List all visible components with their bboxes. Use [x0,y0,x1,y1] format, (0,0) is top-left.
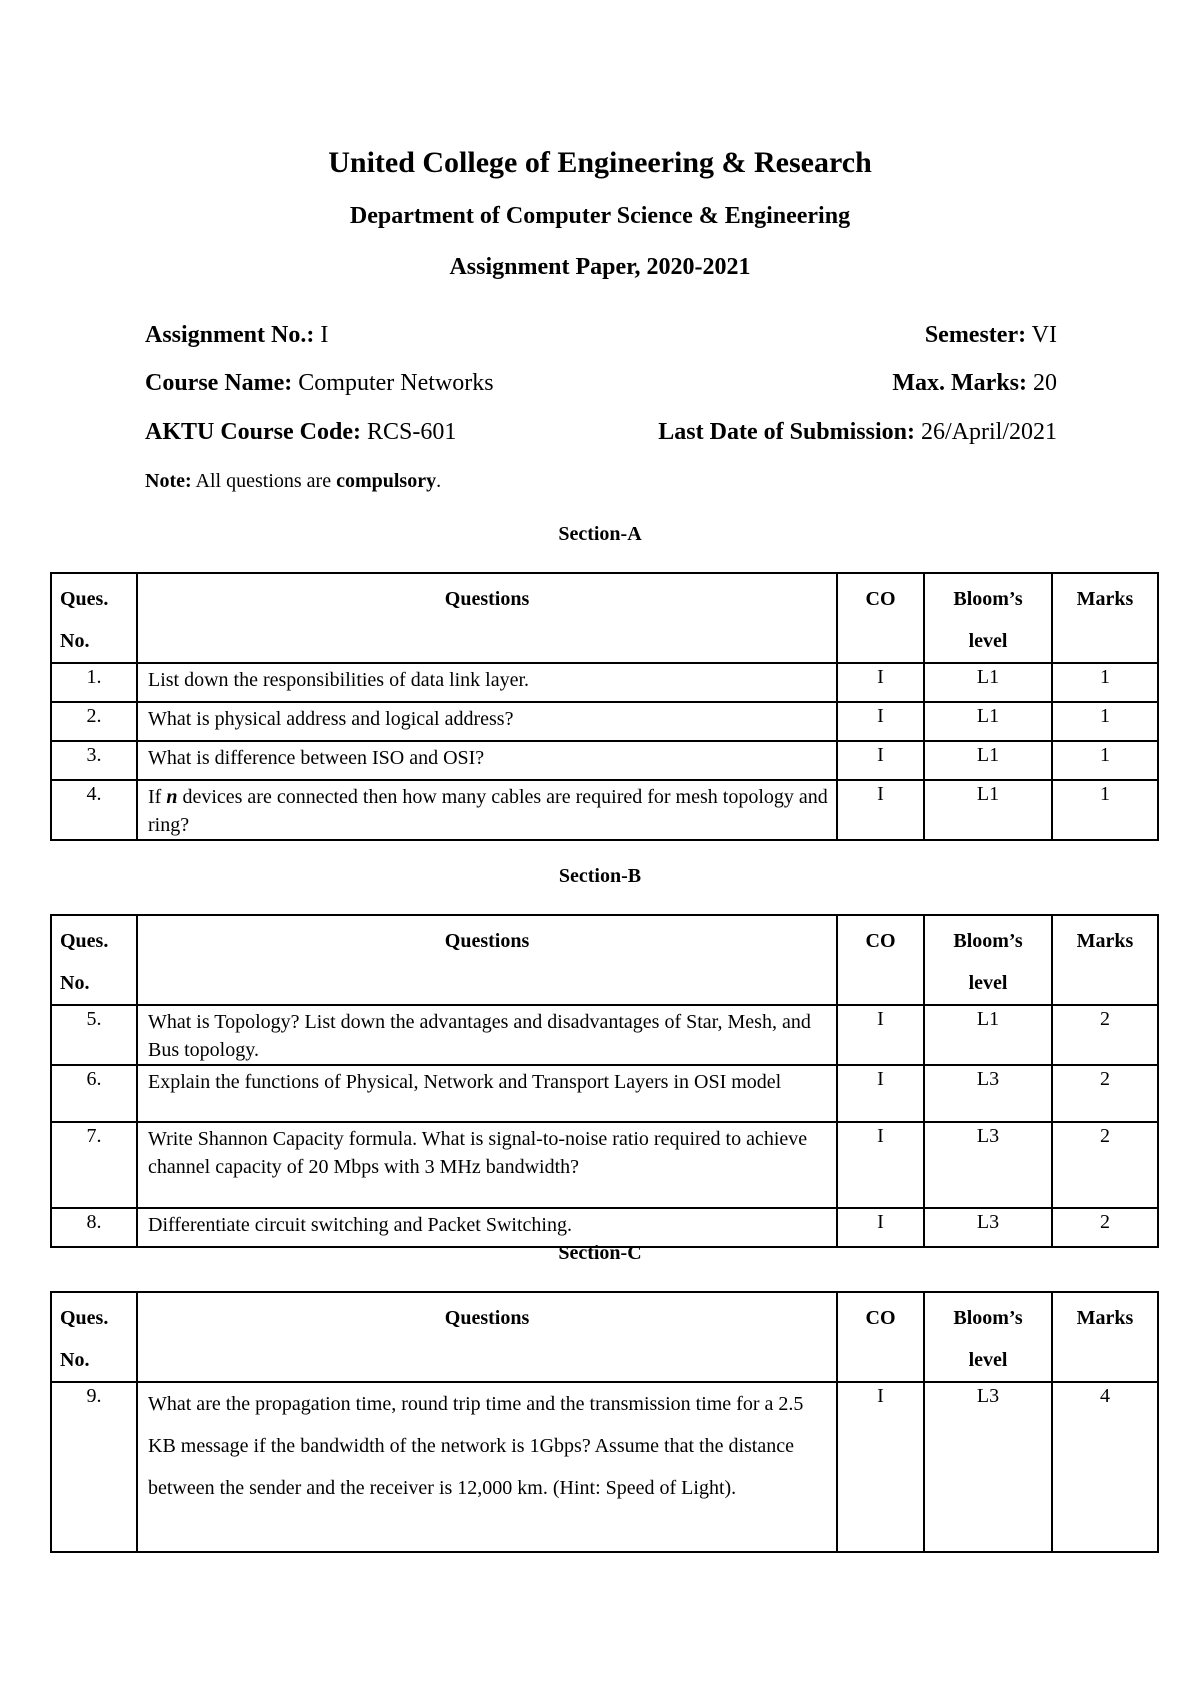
co-value: I [837,1208,924,1247]
marks-value: 1 [1052,741,1158,780]
marks-value: 1 [1052,663,1158,702]
table-header-row [51,1292,1158,1382]
note [145,470,441,493]
table-row [51,1122,1158,1208]
section-c-table [50,1291,1159,1553]
code-label: AKTU Course Code: [145,419,361,445]
ques-no-header: Ques. No. [51,1292,137,1382]
bloom-level-header: Bloom’s level [924,1292,1052,1382]
marks-value: 2 [1052,1208,1158,1247]
bloom-level: L3 [924,1382,1052,1552]
ques-no-header: Ques. No. [51,573,137,663]
section-b-title: Section-B [558,865,642,887]
table-row [51,1065,1158,1122]
semester-label: Semester: [924,322,1027,348]
questions-header: Questions [137,915,837,1005]
date-value: 26/April/2021 [921,419,1057,445]
table-row [51,663,1158,702]
note-period: . [436,470,442,492]
question-text: What is difference between ISO and OSI? [137,741,837,780]
co-value: I [837,1065,924,1122]
paper-title: Assignment Paper, 2020-2021 [449,254,751,280]
marks-value: 2 [1052,1065,1158,1122]
bloom-level-header: Bloom’s level [924,573,1052,663]
bloom-level-header: Bloom’s level [924,915,1052,1005]
co-value: I [837,1005,924,1065]
table-row [51,1382,1158,1552]
marks-label: Max. Marks: [892,370,1027,396]
co-value: I [837,663,924,702]
table-row [51,702,1158,741]
question-number: 3. [51,741,137,780]
bloom-level: L3 [924,1122,1052,1208]
question-number: 5. [51,1005,137,1065]
assignment-number [145,322,328,349]
questions-header: Questions [137,573,837,663]
question-number: 4. [51,780,137,840]
question-text: Differentiate circuit switching and Packet Switching. [137,1208,837,1247]
marks-value: 2 [1052,1005,1158,1065]
table-row [51,741,1158,780]
section-c-title: Section-C [558,1242,642,1264]
co-value: I [837,1122,924,1208]
semester [925,322,1057,349]
co-value: I [837,741,924,780]
co-value: I [837,1382,924,1552]
date-label: Last Date of Submission: [658,419,915,445]
questions-header: Questions [137,1292,837,1382]
question-text: What is physical address and logical address? [137,702,837,741]
college-title: United College of Engineering & Research [328,146,872,179]
bloom-level: L1 [924,702,1052,741]
ques-no-header: Ques. No. [51,915,137,1005]
co-value: I [837,702,924,741]
question-text: What are the propagation time, round trip time and the transmission time for a 2.5 KB message if the bandwidth of the network is 1Gbps? Assume that the distance between the sender and the receiver is 12,000 km. (Hint: Speed of Light). [137,1382,837,1552]
section-a-title: Section-A [558,523,642,545]
max-marks [892,370,1057,397]
question-number: 6. [51,1065,137,1122]
marks-value: 1 [1052,702,1158,741]
question-number: 9. [51,1382,137,1552]
marks-header: Marks [1052,1292,1158,1382]
marks-header: Marks [1052,573,1158,663]
note-label: Note: [145,470,192,492]
marks-header: Marks [1052,915,1158,1005]
course-code [145,419,456,446]
bloom-level: L1 [924,1005,1052,1065]
bloom-level: L1 [924,663,1052,702]
question-text: Explain the functions of Physical, Network and Transport Layers in OSI model [137,1065,837,1122]
assignment-label: Assignment No.: [145,322,315,348]
table-row [51,1005,1158,1065]
marks-value: 2 [1052,1122,1158,1208]
question-text: If n devices are connected then how many cables are required for mesh topology and ring? [137,780,837,840]
question-text: List down the responsibilities of data link layer. [137,663,837,702]
assignment-value: I [320,322,329,348]
table-header-row [51,573,1158,663]
question-number: 8. [51,1208,137,1247]
question-number: 1. [51,663,137,702]
question-number: 2. [51,702,137,741]
department-title: Department of Computer Science & Engineering [349,203,851,229]
table-row [51,780,1158,840]
question-text: Write Shannon Capacity formula. What is signal-to-noise ratio required to achieve channel capacity of 20 Mbps with 3 MHz bandwidth? [137,1122,837,1208]
bloom-level: L3 [924,1208,1052,1247]
marks-value: 1 [1052,780,1158,840]
marks-value: 20 [1033,370,1057,396]
co-header: CO [837,573,924,663]
note-emphasis: compulsory [336,470,437,492]
bloom-level: L1 [924,741,1052,780]
co-header: CO [837,915,924,1005]
table-header-row [51,915,1158,1005]
course-label: Course Name: [145,370,293,396]
code-value: RCS-601 [367,419,457,445]
note-text: All questions are [195,470,332,492]
course-name [145,370,494,397]
bloom-level: L1 [924,780,1052,840]
question-number: 7. [51,1122,137,1208]
co-header: CO [837,1292,924,1382]
submission-date [658,419,1057,446]
marks-value: 4 [1052,1382,1158,1552]
question-text: What is Topology? List down the advantages and disadvantages of Star, Mesh, and Bus topology. [137,1005,837,1065]
section-a-table [50,572,1159,841]
course-value: Computer Networks [298,370,494,396]
section-b-table [50,914,1159,1248]
co-value: I [837,780,924,840]
bloom-level: L3 [924,1065,1052,1122]
semester-value: VI [1031,322,1057,348]
